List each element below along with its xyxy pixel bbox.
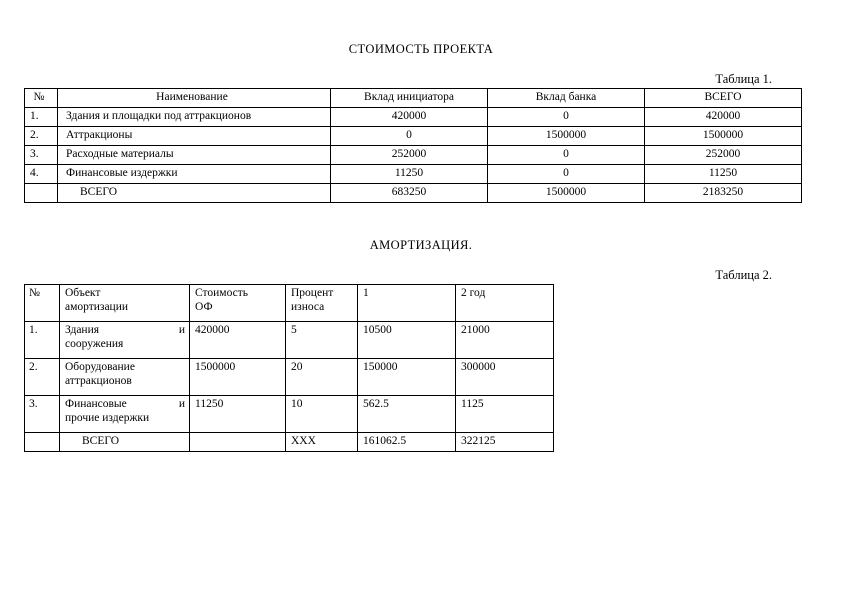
page-title-cost: СТОИМОСТЬ ПРОЕКТА (348, 42, 494, 56)
header-year1: 1 (358, 285, 456, 322)
cell-bank: 0 (488, 146, 645, 165)
cell-year2: 322125 (456, 433, 554, 452)
cell-num: 3. (25, 146, 58, 165)
header-num: № (25, 285, 60, 322)
table-row (25, 396, 554, 433)
cell-name: Здания и площадки под аттракционов (58, 108, 331, 127)
header-cost-line1: Стоимость (195, 287, 248, 299)
page-title-amortization: АМОРТИЗАЦИЯ. (369, 238, 473, 252)
header-percent (286, 285, 358, 322)
cell-object-line2: прочие издержки (65, 412, 150, 425)
cell-year1: 10500 (358, 322, 456, 359)
amortization-table-header (25, 285, 554, 322)
cell-initiator: 252000 (331, 146, 488, 165)
amortization-table (24, 284, 554, 452)
cell-cost (190, 433, 286, 452)
header-cost-line2: ОФ (195, 301, 213, 314)
cell-initiator: 11250 (331, 165, 488, 184)
table-1-caption: Таблица 1. (715, 72, 772, 86)
header-object-line2: амортизации (65, 301, 129, 314)
table-row (25, 146, 802, 165)
header-initiator: Вклад инициатора (331, 89, 488, 108)
cell-bank: 0 (488, 165, 645, 184)
cell-num (25, 184, 58, 203)
table-row (25, 127, 802, 146)
cell-year1: 150000 (358, 359, 456, 396)
header-percent-line1: Процент (291, 287, 334, 299)
header-object-line1: Объект (65, 287, 101, 299)
cell-total-label: ВСЕГО (60, 433, 190, 452)
header-cost (190, 285, 286, 322)
cell-total: 2183250 (645, 184, 802, 203)
cell-object (60, 359, 190, 396)
cell-bank: 1500000 (488, 184, 645, 203)
cell-object-conj: и (178, 324, 185, 336)
table-row (25, 165, 802, 184)
cell-num (25, 433, 60, 452)
cell-name: Аттракционы (58, 127, 331, 146)
header-num: № (25, 89, 58, 108)
cell-object-word1: Финансовые (65, 398, 127, 410)
cost-table (24, 88, 802, 203)
header-year2: 2 год (456, 285, 554, 322)
cell-cost: 11250 (190, 396, 286, 433)
cell-object-word1: Оборудование (65, 361, 135, 373)
cell-num: 2. (25, 127, 58, 146)
cell-name: Финансовые издержки (58, 165, 331, 184)
table-row (25, 285, 554, 322)
cell-percent: 20 (286, 359, 358, 396)
cell-total: 1500000 (645, 127, 802, 146)
cell-percent: 5 (286, 322, 358, 359)
cell-object (60, 322, 190, 359)
table-row (25, 89, 802, 108)
cell-initiator: 0 (331, 127, 488, 146)
cell-year2: 1125 (456, 396, 554, 433)
cell-percent: ХХХ (286, 433, 358, 452)
header-bank: Вклад банка (488, 89, 645, 108)
cell-name: Расходные материалы (58, 146, 331, 165)
header-object (60, 285, 190, 322)
cell-initiator: 420000 (331, 108, 488, 127)
cell-initiator: 683250 (331, 184, 488, 203)
cell-percent: 10 (286, 396, 358, 433)
table-row-total (25, 433, 554, 452)
table-2-caption: Таблица 2. (715, 268, 772, 282)
cell-year2: 300000 (456, 359, 554, 396)
header-name: Наименование (58, 89, 331, 108)
cost-table-header (25, 89, 802, 108)
cell-object-line2: аттракционов (65, 375, 132, 388)
cell-total: 420000 (645, 108, 802, 127)
cell-object-word1: Здания (65, 324, 100, 336)
cell-num: 3. (25, 396, 60, 433)
cell-num: 1. (25, 322, 60, 359)
cell-year1: 562.5 (358, 396, 456, 433)
cell-bank: 0 (488, 108, 645, 127)
cell-num: 2. (25, 359, 60, 396)
cell-object-conj: и (178, 398, 185, 410)
cell-bank: 1500000 (488, 127, 645, 146)
cell-cost: 420000 (190, 322, 286, 359)
header-percent-line2: износа (291, 301, 325, 314)
table-row (25, 108, 802, 127)
cell-total: 11250 (645, 165, 802, 184)
cell-num: 4. (25, 165, 58, 184)
cell-year1: 161062.5 (358, 433, 456, 452)
cell-total-label: ВСЕГО (58, 184, 331, 203)
table-row-total (25, 184, 802, 203)
cell-cost: 1500000 (190, 359, 286, 396)
cost-table-body (25, 108, 802, 203)
cell-num: 1. (25, 108, 58, 127)
header-total: ВСЕГО (645, 89, 802, 108)
table-row (25, 359, 554, 396)
cell-object (60, 396, 190, 433)
cell-total: 252000 (645, 146, 802, 165)
table-row (25, 322, 554, 359)
cell-year2: 21000 (456, 322, 554, 359)
amortization-table-body (25, 322, 554, 452)
cell-object-line2: сооружения (65, 338, 124, 351)
